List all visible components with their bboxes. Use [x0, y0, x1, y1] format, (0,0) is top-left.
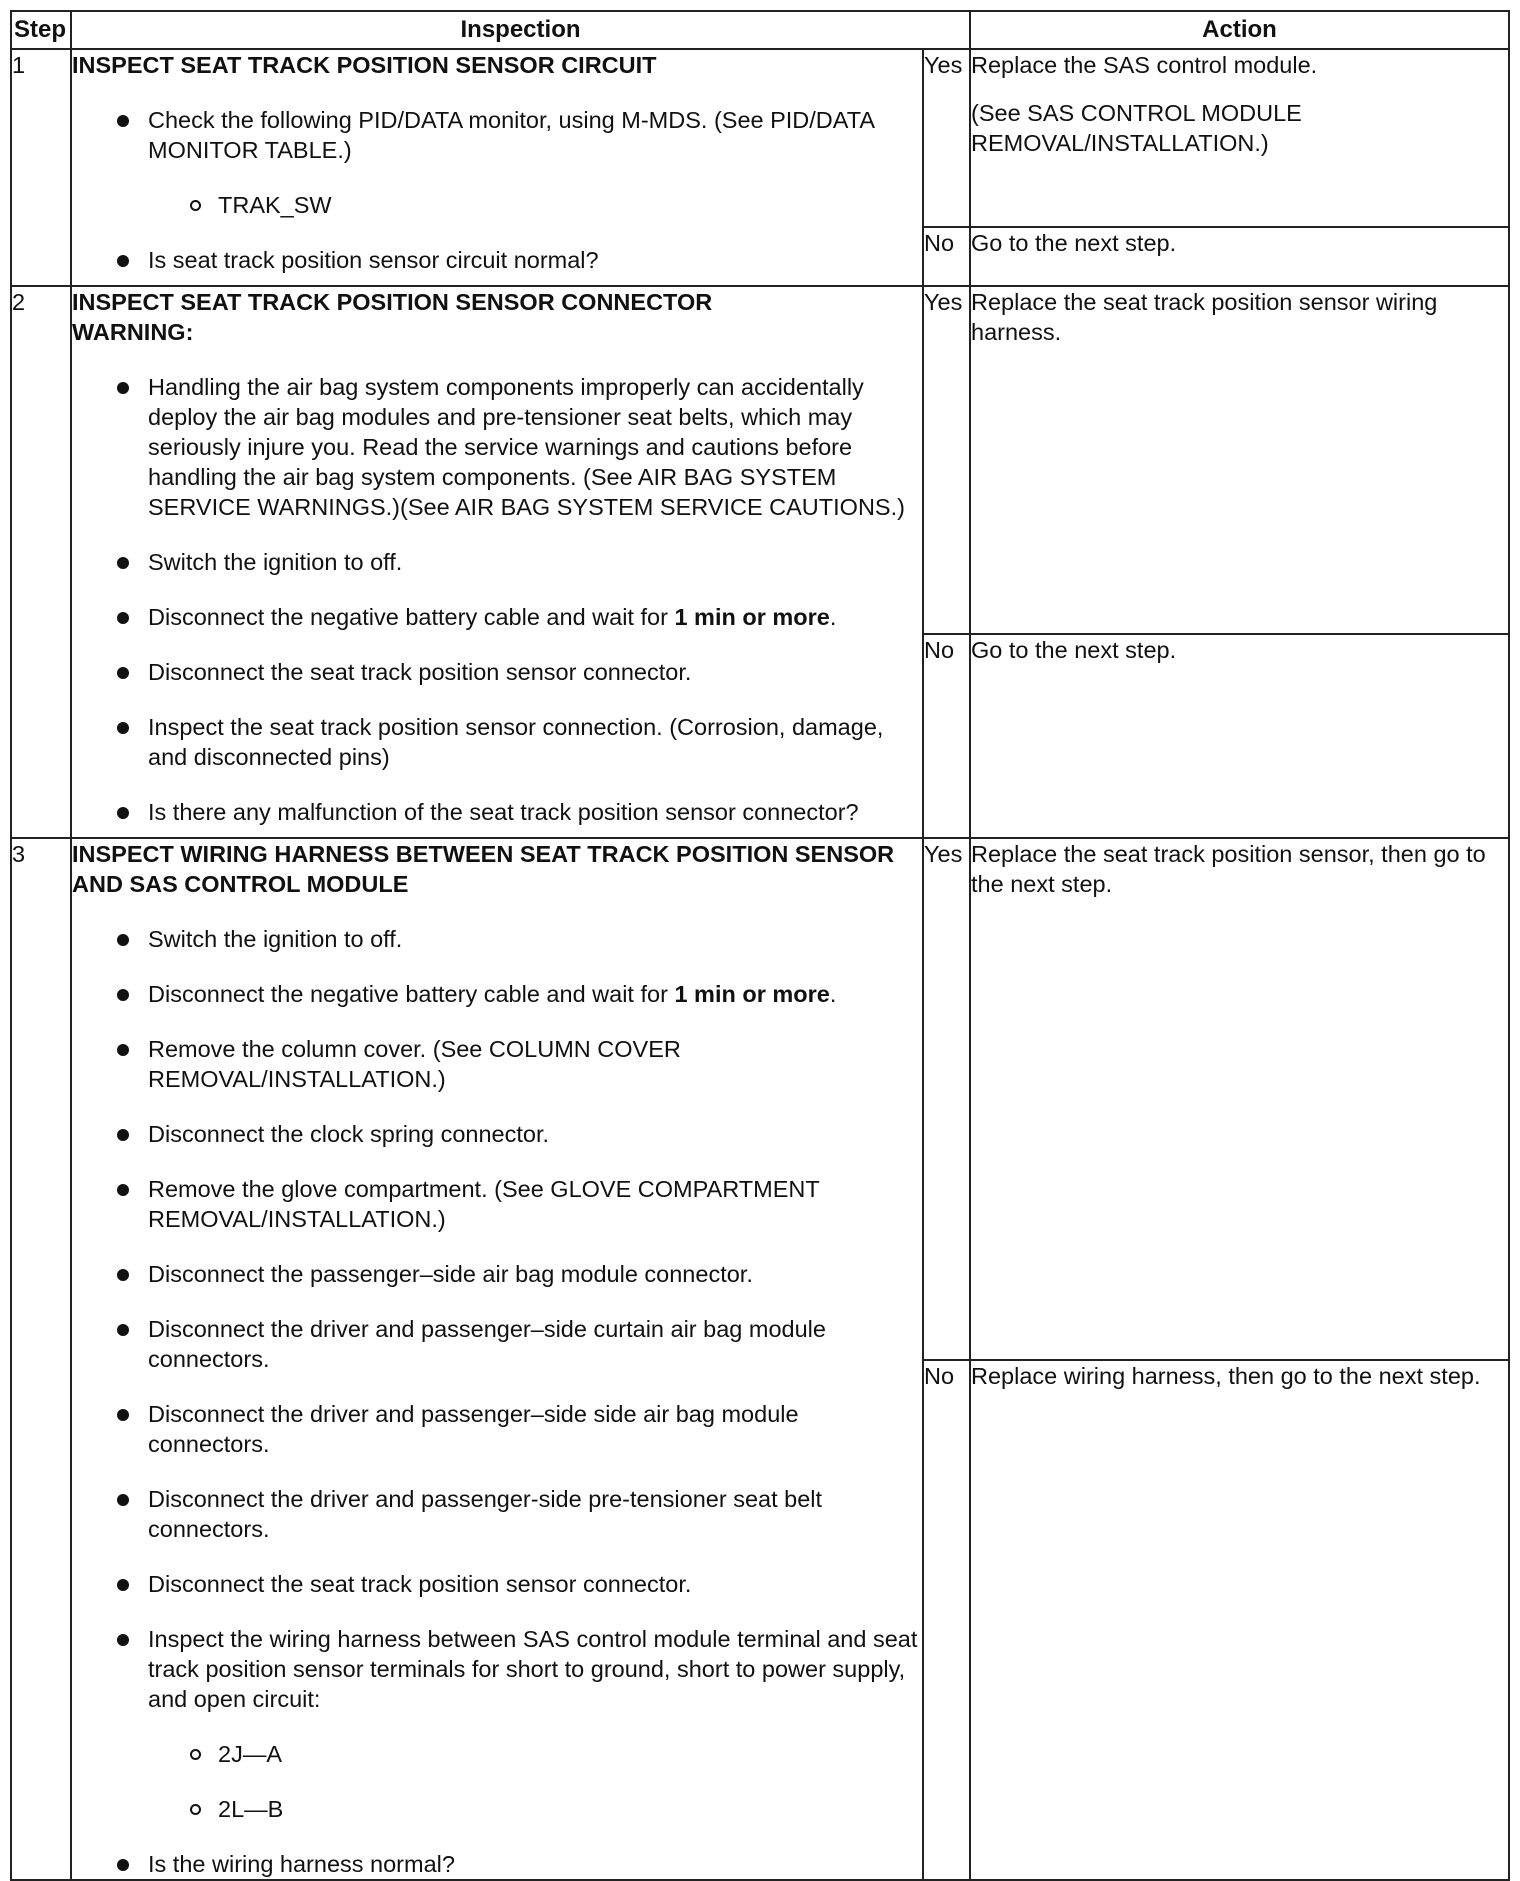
- sub-bullet-item: 2L—B: [72, 1794, 922, 1824]
- bullet-item: Inspect the wiring harness between SAS control module terminal and seat track position sensor terminals for short to ground, short to power supply, and open circuit:: [72, 1624, 922, 1714]
- step-number: 2: [11, 286, 71, 838]
- bullet-item: Disconnect the seat track position sensor connector.: [72, 657, 922, 687]
- bullet-item: Remove the column cover. (See COLUMN COVER REMOVAL/INSTALLATION.): [72, 1034, 922, 1094]
- step-3-yes-row: [11, 838, 1509, 1360]
- bullet-text: Disconnect the negative battery cable and wait for: [148, 604, 675, 630]
- bullet-item: Disconnect the driver and passenger–side side air bag module connectors.: [72, 1399, 922, 1459]
- bullet-text: .: [829, 604, 837, 630]
- bullet-item: [72, 602, 922, 632]
- no-label: No: [923, 1360, 970, 1880]
- step-3-bullet-list: [72, 924, 922, 1879]
- bullet-item: Disconnect the clock spring connector.: [72, 1119, 922, 1149]
- bullet-emphasis: 1 min or more: [674, 981, 830, 1007]
- sub-bullet-item: 2J—A: [72, 1739, 922, 1769]
- step-title: INSPECT WIRING HARNESS BETWEEN SEAT TRACK POSITION SENSOR AND SAS CONTROL MODULE: [72, 841, 895, 897]
- action-text: Go to the next step.: [970, 227, 1509, 286]
- bullet-item: Disconnect the driver and passenger–side curtain air bag module connectors.: [72, 1314, 922, 1374]
- bullet-item: Is there any malfunction of the seat track position sensor connector?: [72, 797, 922, 827]
- table-header-row: [11, 11, 1509, 49]
- action-reference: (See SAS CONTROL MODULE REMOVAL/INSTALLATION.): [971, 100, 1302, 156]
- bullet-item: Switch the ignition to off.: [72, 547, 922, 577]
- action-text: Replace the seat track position sensor, then go to the next step.: [970, 838, 1509, 1360]
- bullet-item: Switch the ignition to off.: [72, 924, 922, 954]
- step-1-yes-row: [11, 49, 1509, 227]
- step-1-yes-action: [970, 49, 1509, 227]
- step-title: INSPECT SEAT TRACK POSITION SENSOR CONNECTOR: [72, 289, 713, 315]
- action-text: Replace the seat track position sensor wiring harness.: [970, 286, 1509, 634]
- no-label: No: [923, 634, 970, 838]
- step-2-bullet-list: [72, 372, 922, 827]
- yes-label: Yes: [923, 286, 970, 634]
- bullet-emphasis: 1 min or more: [674, 604, 830, 630]
- bullet-item: Disconnect the seat track position sensor connector.: [72, 1569, 922, 1599]
- step-1-inspection: [71, 49, 923, 286]
- action-text: Replace wiring harness, then go to the next step.: [970, 1360, 1509, 1880]
- step-1-bullet-list: [72, 105, 922, 275]
- bullet-text: Disconnect the negative battery cable and wait for: [148, 981, 675, 1007]
- bullet-item: [72, 979, 922, 1009]
- step-number: 3: [11, 838, 71, 1880]
- bullet-item: Disconnect the passenger–side air bag module connector.: [72, 1259, 922, 1289]
- action-text: Replace the SAS control module.: [971, 52, 1318, 78]
- bullet-item: Is the wiring harness normal?: [72, 1849, 922, 1879]
- header-action: Action: [970, 11, 1509, 49]
- bullet-item: Disconnect the driver and passenger-side pre-tensioner seat belt connectors.: [72, 1484, 922, 1544]
- bullet-item: Check the following PID/DATA monitor, using M-MDS. (See PID/DATA MONITOR TABLE.): [72, 105, 922, 165]
- bullet-item: Is seat track position sensor circuit normal?: [72, 245, 922, 275]
- bullet-text: .: [829, 981, 837, 1007]
- header-step: Step: [11, 11, 71, 49]
- diagnostic-procedure-sheet: [10, 10, 1508, 1877]
- step-title: INSPECT SEAT TRACK POSITION SENSOR CIRCUIT: [72, 52, 657, 78]
- diagnostic-table: [10, 10, 1510, 1881]
- header-inspection: Inspection: [71, 11, 970, 49]
- yes-label: Yes: [923, 49, 970, 227]
- warning-heading: WARNING:: [72, 319, 194, 345]
- yes-label: Yes: [923, 838, 970, 1360]
- step-number: 1: [11, 49, 71, 286]
- step-2-inspection: [71, 286, 923, 838]
- sub-bullet-item: TRAK_SW: [72, 190, 922, 220]
- action-text: Go to the next step.: [970, 634, 1509, 838]
- step-2-yes-row: [11, 286, 1509, 634]
- bullet-item: Handling the air bag system components improperly can accidentally deploy the air bag modules and pre-tensioner seat belts, which may seriously injure you. Read the service warnings and cautions before handling the air bag system components. (See AIR BAG SYSTEM SERVICE WARNINGS.)(See AIR BAG SYSTEM SERVICE CAUTIONS.): [72, 372, 922, 522]
- step-3-inspection: [71, 838, 923, 1880]
- no-label: No: [923, 227, 970, 286]
- bullet-item: Inspect the seat track position sensor connection. (Corrosion, damage, and disconnected pins): [72, 712, 922, 772]
- bullet-item: Remove the glove compartment. (See GLOVE COMPARTMENT REMOVAL/INSTALLATION.): [72, 1174, 922, 1234]
